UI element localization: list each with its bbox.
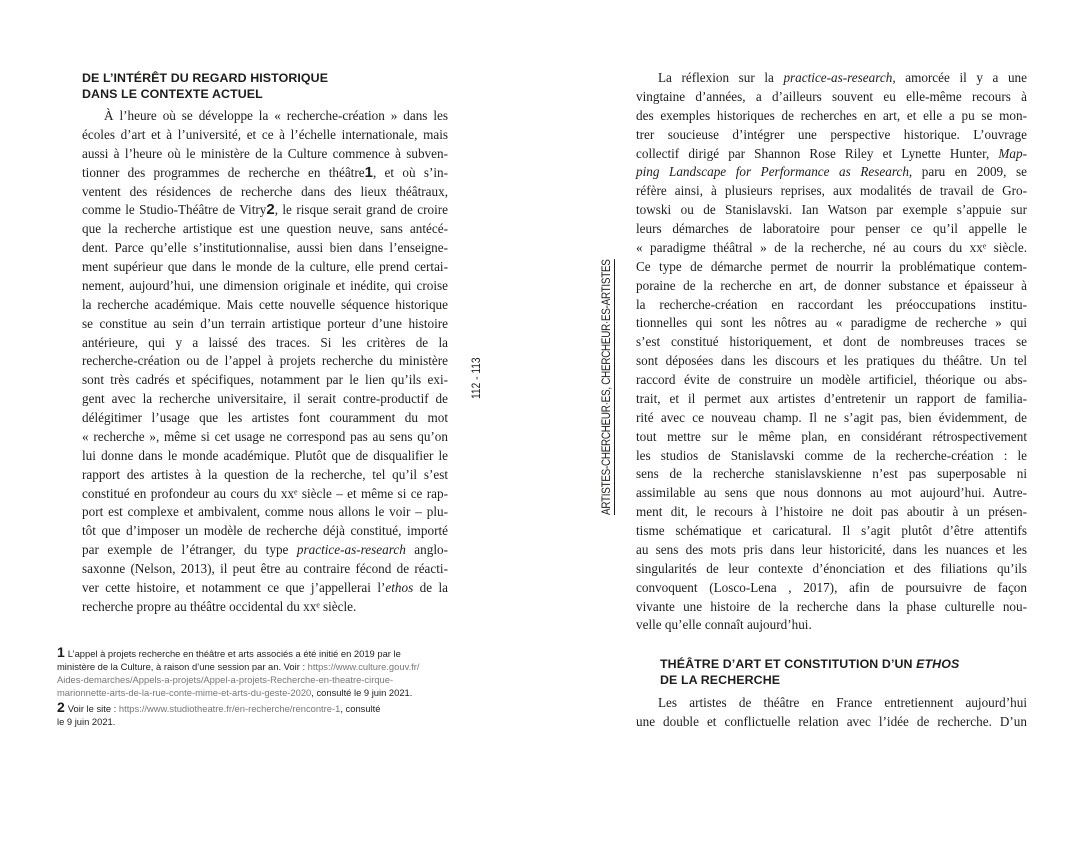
text-segment: tisme schématique et caricatural. Il s’agit plutôt d’être attentifs (636, 523, 1027, 538)
text-segment: « recherche », même si cet usage ne correspond pas au sens qu’on (82, 428, 448, 444)
text-line: une double et conflictuelle relation avec l’idée de recherche. D’un (636, 713, 1027, 729)
footnote-2 (57, 701, 447, 728)
text-segment: sens de la recherche stanislavskienne n’est pas superposable ni (636, 466, 1027, 482)
footnote-line (57, 715, 447, 728)
text-line (636, 541, 1027, 560)
text-line (636, 126, 1027, 145)
footnote-line (57, 673, 447, 686)
text-segment: dent. Parce qu’elle s’institutionnalise, aussi bien dans l’enseigne- (82, 240, 448, 256)
text-line (82, 409, 448, 428)
text-segment: des exemples historiques de recherches en art, et elle a pu se mon- (636, 107, 1027, 123)
text-line (82, 277, 448, 296)
text-segment: gent avec la recherche universitaire, il serait contre-productif de (82, 391, 448, 407)
text-segment: s’est constitué historiquement, et dont de nombreuses traces se (636, 334, 1027, 350)
text-segment: lui donne dans le monde académique. Plutôt que de disqualifier le (82, 447, 448, 463)
text-segment: saxonne (Nelson, 2013), il peut être au contraire fécond de réacti- (82, 561, 448, 576)
text-line (636, 371, 1027, 390)
text-segment: au sens des mots pris dans leur historicité, dans les nuances et les (636, 541, 1027, 557)
text-line (82, 485, 448, 504)
text-segment: convoquent (Losco-Lena , 2017), afin de poursuivre de façon (636, 579, 1027, 595)
footnote-reference: 2 (266, 201, 275, 219)
footnote-line (57, 686, 447, 699)
text-line (636, 465, 1027, 484)
footnote-line (57, 660, 447, 673)
text-segment: À l’heure où se développe la « recherche-création » dans les (104, 108, 448, 123)
text-segment: trer soucieuse d’intégrer une perspective historique. L’ouvrage (636, 126, 1027, 142)
section2-body-text (636, 694, 1027, 732)
text-line (636, 579, 1027, 598)
footnote-line (57, 646, 447, 660)
text-segment: aussi à l’heure où le ministère de la Culture commence à subven- (82, 145, 448, 161)
text-line (82, 598, 448, 617)
italic-text: practice-as-research (783, 70, 893, 85)
footnote-number: 2 (57, 699, 65, 715)
text-line (636, 333, 1027, 352)
footnote-line (57, 701, 447, 715)
text-segment: délégitimer l’usage que les artistes font couramment du mot (82, 410, 448, 425)
text-line (82, 503, 448, 522)
text-segment: que la recherche artistique est une question neuve, sans antécé- (82, 221, 448, 237)
text-line (636, 352, 1027, 371)
text-line (636, 145, 1027, 164)
text-line (82, 352, 448, 371)
text-line (636, 296, 1027, 315)
right-body-text (636, 69, 1027, 635)
text-segment: assimilable au sens que nous donnons au mot aujourd’hui. Autre- (636, 485, 1027, 501)
text-segment: comme le Studio-Théâtre de Vitry (82, 202, 267, 218)
text-segment: de la (413, 579, 448, 595)
text-line (82, 126, 448, 145)
text-line (636, 220, 1027, 239)
text-line (82, 560, 448, 579)
text-line (636, 163, 1027, 182)
text-line (82, 315, 448, 334)
text-segment: velle qu’elle connaît aujourd’hui. (636, 617, 812, 633)
text-line (82, 296, 448, 315)
text-line (636, 277, 1027, 296)
heading-italic: ETHOS (916, 657, 960, 671)
text-segment: rité avec ce nouveau champ. Il ne s’agit pas, bien évidemment, de (636, 409, 1027, 425)
text-segment: port est complexe et ambivalent, comme nous allons le voir – plu- (82, 504, 448, 520)
text-segment: constitué en profondeur au cours du xxᵉ siècle – et même si ce rap- (82, 485, 448, 501)
text-segment: poraine de la recherche en art, de donner substance et épaisseur à (636, 277, 1027, 293)
text-line (82, 579, 448, 598)
text-line (636, 258, 1027, 277)
text-line (82, 201, 448, 220)
text-segment: collectif dirigé par Shannon Rose Riley et Lynette Hunter, (636, 145, 999, 161)
text-segment: ment dit, le recours à l’histoire ne doit pas aboutir à un présen- (636, 504, 1027, 520)
text-segment: réfère ainsi, à plusieurs reprises, aux modalités de travail de Gro- (636, 183, 1027, 199)
text-line (82, 183, 448, 202)
text-segment: , consulté le 9 juin 2021. (311, 687, 413, 698)
italic-text: Map- (998, 145, 1027, 161)
text-segment: , le risque serait grand de croire (274, 202, 448, 218)
text-segment: la recherche-création en raccordant les préoccupations institu- (636, 296, 1027, 312)
text-segment: les studios de Stanislavski comme de la recherche-création : le (636, 447, 1027, 463)
text-segment: tionner des programmes de recherche en théâtre (82, 164, 365, 180)
footnote-1 (57, 646, 447, 699)
heading-line: DANS LE CONTEXTE ACTUEL (82, 87, 263, 101)
text-segment: La réflexion sur la (658, 70, 784, 85)
text-line (636, 522, 1027, 541)
text-line (636, 598, 1027, 617)
text-line (82, 239, 448, 258)
text-segment: rapport des artistes à la question de la recherche, tel qu’il s’est (82, 466, 448, 482)
text-line (636, 616, 1027, 635)
text-line (636, 239, 1027, 258)
heading-line: DE LA RECHERCHE (660, 673, 781, 687)
text-segment: , amorcée il y a une (892, 70, 1027, 85)
text-segment: raccord évite de construire un modèle artificiel, théorique ou abs- (636, 372, 1027, 387)
text-segment: singularités de leur contexte d’énonciation et des filiations qu’ils (636, 560, 1027, 576)
text-segment: vivante une histoire de la recherche dans la phase culturelle nou- (636, 598, 1027, 614)
text-line (636, 107, 1027, 126)
text-segment: , paru en 2009, se (908, 164, 1027, 180)
text-line (82, 447, 448, 466)
text-segment: tout mettre sur le même plan, en considérant rétrospectivement (636, 428, 1027, 444)
text-line (82, 371, 448, 390)
text-line (636, 69, 1027, 88)
text-line (82, 428, 448, 447)
text-segment: , et où s’in- (372, 164, 448, 180)
heading-text: THÉÂTRE D’ART ET CONSTITUTION D’UN (660, 657, 917, 671)
text-segment: antérieure, qui y a laissé des traces. Si les critères de la (82, 334, 448, 350)
text-line (82, 390, 448, 409)
heading-line: DE L’INTÉRÊT DU REGARD HISTORIQUE (82, 71, 329, 85)
footnote-url: https://www.culture.gouv.fr/ (307, 661, 420, 672)
text-line (636, 409, 1027, 428)
page-numbers: 112 - 113 (469, 357, 483, 399)
text-segment: nement, aujourd’hui, une dimension originale et inédite, qui croise (82, 277, 448, 293)
text-segment: « paradigme théâtral » de la recherche, né au cours du xxᵉ siècle. (636, 239, 1027, 255)
text-line (636, 390, 1027, 409)
text-segment: anglo- (405, 542, 448, 558)
text-line (636, 503, 1027, 522)
text-line (636, 560, 1027, 579)
text-segment: sont déposées dans les discours et les pratiques du théâtre. Un tel (636, 353, 1027, 369)
text-segment: recherche-création ou de l’appel à projets recherche du ministère (82, 353, 448, 369)
text-segment: recherche propre au théâtre occidental du xxᵉ siècle. (82, 598, 357, 614)
text-line (82, 522, 448, 541)
text-line (82, 107, 448, 126)
text-segment: sont très cadrés et spécifiques, notamment par le lien qu’ils exi- (82, 372, 448, 388)
italic-text: ethos (385, 579, 414, 595)
text-line (636, 314, 1027, 333)
text-segment: se constitue au sein d’un terrain artistique porteur d’une histoire (82, 315, 448, 331)
text-segment: ventent des résidences de recherche dans des lieux théâtraux, (82, 183, 448, 199)
text-segment: tionnelles qui sont les nôtres au « paradigme de recherche » qui (636, 315, 1027, 331)
text-segment: trait, et il permet aux artistes d’entretenir un rapport de familia- (636, 390, 1027, 406)
text-segment: Ce type de démarche permet de nourrir la problématique contem- (636, 258, 1027, 274)
footnote-number: 1 (57, 644, 65, 660)
footnote-url: marionnette-arts-de-la-rue-conte-mime-et-arts-du-geste-2020 (57, 687, 312, 698)
text-segment: ver cette histoire, et notamment ce que j’appellerai l’ (82, 579, 386, 595)
text-line (636, 484, 1027, 503)
footnote-url: https://www.studiotheatre.fr/en-recherche/rencontre-1 (118, 703, 341, 714)
text-segment: towski ou de Stanislavski. Ian Watson par exemple s’appuie sur (636, 202, 1027, 218)
text-segment: vingtaine d’années, a d’ailleurs souvent eu elle-même recours à (636, 88, 1027, 104)
footnote-reference: 1 (364, 163, 373, 181)
text-line (82, 164, 448, 183)
section-heading-historical (82, 70, 328, 102)
text-segment: leurs démarches de laboratoire pour penser ce qu’il appelle le (636, 221, 1027, 236)
text-line (82, 541, 448, 560)
text-line (636, 201, 1027, 220)
text-line (636, 447, 1027, 466)
text-line (82, 466, 448, 485)
running-title: ARTISTES-CHERCHEUR·ES, CHERCHEUR·ES-ARTISTES (599, 259, 613, 515)
text-segment: Voir le site : (67, 703, 119, 714)
text-line (82, 334, 448, 353)
text-segment: , consulté (340, 703, 381, 714)
text-segment: ministère de la Culture, à raison d’une session par an. Voir : (57, 661, 308, 672)
text-segment: tôt que d’imposer un modèle de recherche déjà constitué, importé (82, 523, 448, 539)
text-line (636, 182, 1027, 201)
text-segment: écoles d’art et à l’université, et ce à l’échelle internationale, mais (82, 126, 448, 142)
italic-text: ping Landscape for Performance as Research (636, 164, 909, 180)
text-line (82, 258, 448, 277)
text-segment: ment supérieur que dans le monde de la culture, elle prend certai- (82, 259, 448, 274)
text-line: Les artistes de théâtre en France entretiennent aujourd’hui (658, 695, 1027, 710)
text-line (636, 88, 1027, 107)
text-segment: L’appel à projets recherche en théâtre et arts associés a été initié en 2019 par le (67, 648, 401, 659)
footnote-url: Aides-demarches/Appels-a-projets/Appel-a-projets-Recherche-en-theatre-cirque- (57, 674, 394, 685)
section-heading-ethos (660, 656, 959, 688)
text-segment: la recherche académique. Mais cette nouvelle séquence historique (82, 296, 448, 312)
text-line (636, 428, 1027, 447)
heading-line (660, 656, 959, 672)
text-segment: le 9 juin 2021. (57, 716, 116, 727)
text-segment: par exemple de l’étranger, du type (82, 542, 297, 558)
text-line (82, 145, 448, 164)
italic-text: practice-as-research (296, 542, 406, 558)
left-body-text (82, 107, 448, 617)
text-line (82, 220, 448, 239)
